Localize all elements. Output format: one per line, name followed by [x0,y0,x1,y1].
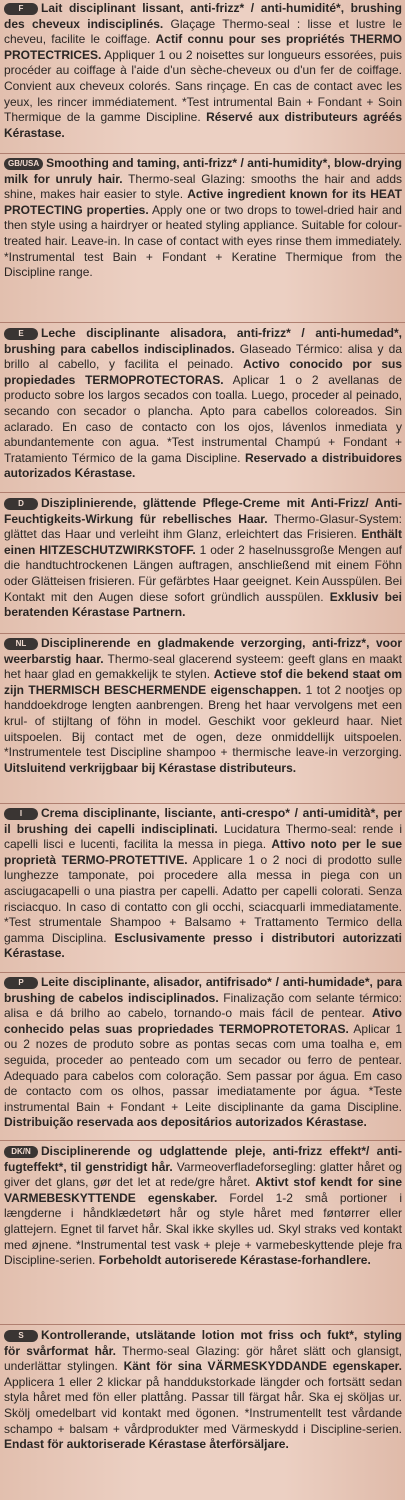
language-block-pt [4,975,402,1131]
bold-text-run: Smoothing and taming, anti-frizz* / anti-humidity*, blow-drying milk for unruly hair. [4,156,402,186]
language-block-nl [4,636,402,776]
bold-text-run: Kontrollerande, utslätande lotion mot friss och fukt*, styling för svårformat hår. [4,1328,402,1358]
divider [0,153,405,154]
bold-text-run: Actif connu pour ses propriétés THERMO PROTECTRICES. [4,32,402,62]
language-block-fr [4,1,402,141]
body-text-run: 1 tot 2 nootjes op handdoekdroge lengten aanbrengen. Breng het haar vervolgens met een krul- of stijltang of föhn in model. Geschikt voor gekleurd haar. Niet uitspoelen. Bij contact met de ogen, deze onmiddellijk uitspoelen. *Instrumentele test Discipline shampoo + thermische leave-in verzorging. [4,682,402,760]
bold-text-run: Aktivt stof kendt for sine VARMEBESKYTTENDE egenskaber. [4,1175,402,1205]
body-text-run: Fordel 1-2 små portioner i længderne i håndklædetørt hår og style håret med føntørrer eller glattejern. Egnet til farvet hår. Skal ikke skylles ud. Skyl straks ved kontakt med øjnene. *Instrumental test vask + pleje + varmebeskyttende pleje fra Discipline-serien. [4,1190,402,1268]
language-code-badge: NL [4,638,38,650]
bold-text-run: Distribuição reservada aos depositários autorizados Kérastase. [4,1115,367,1130]
bold-text-run: Réservé aux distributeurs agréés Kérastase. [4,110,402,140]
divider [0,322,405,323]
divider [0,492,405,493]
bold-text-run: Crema disciplinante, lisciante, anti-crespo* / anti-umidità*, per il brushing dei capelli indisciplinati. [4,806,402,836]
bold-text-run: Active ingredient known for its HEAT PROTECTING properties. [4,187,402,217]
bold-text-run: Activo conocido por sus propiedades TERMOPROTECTORAS. [4,357,403,387]
body-text-run: Appliquer 1 ou 2 noisettes sur longueurs essorées, puis procéder au coiffage à l'aide d'un sèche-cheveux ou d'un fer de coiffage. Convient aux cheveux colorés. Sans rinçage. En cas de contact avec les yeux, les rincer immédiatement. *Test intrumental Bain + Fondant + Soin Thermique de la gamme Discipline. [4,47,402,125]
bold-text-run: Enthält einen HITZESCHUTZWIRKSTOFF. [4,527,402,557]
language-code-badge: S [4,1330,38,1342]
language-block-de [4,496,402,621]
body-text-run: Varmeoverfladeforsegling: glatter håret og giver det glans, gør det let at rede/gre håret. [4,1159,402,1190]
body-text-run: Applicare 1 o 2 noci di prodotto sulle lunghezze tamponate, poi procedere alla messa in piega con un asciugacapelli o una piastra per capelli. Adatto per capelli colorati. Senza risciacquo. In caso di contatto con gli occhi, sciacquarli immediatamente. *Test strumentale Shampoo + Balsamo + Trattamento Termico della gamma Disciplina. [4,852,402,945]
bold-text-run: Disziplinierende, glättende Pflege-Creme mit Anti-Frizz/ Anti-Feuchtigkeits-Wirkung für rebellisches Haar. [4,496,402,526]
bold-text-run: Endast för auktoriserade Kérastase återförsäljare. [4,1437,289,1452]
body-text-run: Thermo-seal glacerend systeem: geeft glans en maakt het haar glad en gemakkelijk te stylen. [4,651,403,682]
bold-text-run: Reservado a distribuidores autorizados Kérastase. [4,450,402,481]
language-code-badge: P [4,977,38,989]
language-block-it [4,806,402,962]
bold-text-run: Exklusiv bei beratenden Kérastase Partnern. [4,589,402,620]
language-block-es [4,326,402,482]
language-code-badge: I [4,808,38,820]
divider [0,1140,405,1141]
body-text-run: Thermo-Glasur-System: glättet das Haar und verleiht ihm Glanz, erleichtert das Frisieren. [4,511,403,542]
body-text-run: Aplicar 1 ou 2 nozes de produto sobre as pontas secas com uma toalha e, em seguida, proceder ao penteado com um secador ou ferro de pentear. Adequado para cabelos com coloração. Sem passar por água. Em caso de contacto com os olhos, passar imediatamente por água. *Teste instrumental Bain + Fondant + Leite disciplinante da gama Discipline. [4,1021,403,1114]
language-code-badge: DK/N [4,1146,38,1158]
body-text-run: 1 oder 2 haselnussgroße Mengen auf die handtuchtrockenen Längen auftragen, anschließend mit einem Föhn oder Glätteisen frisieren. Für gefärbtes Haar geeignet. Kein Ausspülen. Bei Kontakt mit den Augen diese sofort gründlich ausspülen. [4,542,402,604]
bold-text-run: Forbeholdt autoriserede Kérastase-forhandlere. [98,1253,371,1268]
body-text-run: Thermo-seal Glazing: smooths the hair and adds shine, makes hair easier to style. [4,171,402,202]
bold-text-run: Disciplinerende en gladmakende verzorging, anti-frizz*, voor weerbarstig haar. [4,636,402,666]
bold-text-run: Ativo conhecido pelas suas propriedades TERMOPROTETORAS. [4,1006,402,1036]
bold-text-run: Leche disciplinante alisadora, anti-frizz* / anti-humedad*, brushing para cabellos indisciplinados. [4,326,402,356]
bold-text-run: Attivo noto per le sue proprietà TERMO-PROTETTIVE. [4,837,402,867]
bold-text-run: Lait disciplinant lissant, anti-frizz* / anti-humidité*, brushing des cheveux indisciplinés. [4,1,402,31]
divider [0,1324,405,1325]
body-text-run: Applicera 1 eller 2 klickar på handdukstorkade längder och fortsätt sedan styla håret med fön eller plattång. Passar till färgat hår. Ska ej sköljas ur. Skölj omedelbart vid kontakt med ögonen. *Instrumentellt test vårdande schampo + balsam + vårdprodukter med Värmeskydd i Discipline-serien. [4,1374,402,1436]
language-code-badge: D [4,498,38,510]
body-text-run: Apply one or two drops to towel-dried hair and then style using a hairdryer or heated styling appliance. Suitable for colour-treated hair. Leave-in. In case of contact with eyes rinse them immediately. *Instrumental test Bain + Fondant + Keratine Thermique from the Discipline range. [4,202,402,280]
language-block-dk-n [4,1144,402,1269]
divider [0,803,405,804]
bold-text-run: Leite disciplinante, alisador, antifrisado* / anti-humidade*, para brushing de cabelos indisciplinados. [4,975,402,1005]
body-text-run: Glaseado Térmico: alisa y da brillo al cabello, y facilita el peinado. [4,341,402,372]
language-block-en [4,156,402,281]
bold-text-run: Uitsluitend verkrijgbaar bij Kérastase distributeurs. [4,760,297,775]
bold-text-run: Känt för sina VÄRMESKYDDANDE egenskaper. [123,1359,402,1374]
language-code-badge: F [4,3,38,15]
language-block-sv [4,1328,402,1453]
language-code-badge: GB/USA [4,158,43,170]
body-text-run: Aplicar 1 o 2 avellanas de producto sobre los largos secados con toalla. Luego, proceder al peinado, secando con secador o plancha. Apto para cabellos coloreados. Sin aclarado. En caso de contacto con los ojos, lávenlos inmediata y abundantemente con agua. *Test instrumental Champú + Fondant + Tratamiento Térmico de la gama Discipline. [4,372,402,465]
bold-text-run: Esclusivamente presso i distributori autorizzati Kérastase. [4,930,403,961]
body-text-run: Thermo-seal Glazing: gör håret slätt och glansigt, underlättar stylingen. [4,1343,402,1374]
body-text-run: Finalização com selante térmico: alisa e dá brilho ao cabelo, tornando-o mais fácil de pentear. [4,990,402,1021]
bold-text-run: Actieve stof die bekend staat om zijn THERMISCH BESCHERMENDE eigenschappen. [4,667,402,697]
body-text-run: Glaçage Thermo-seal : lisse et lustre le cheveu, facilite le coiffage. [4,16,402,47]
divider [0,633,405,634]
bold-text-run: Disciplinerende og udglattende pleje, anti-frizz effekt*/ anti-fugteffekt*, til genstridigt hår. [4,1144,402,1174]
divider [0,972,405,973]
body-text-run: Lucidatura Thermo-seal: rende i capelli lisci e lucenti, facilita la messa in piega. [4,821,402,852]
language-code-badge: E [4,328,38,340]
